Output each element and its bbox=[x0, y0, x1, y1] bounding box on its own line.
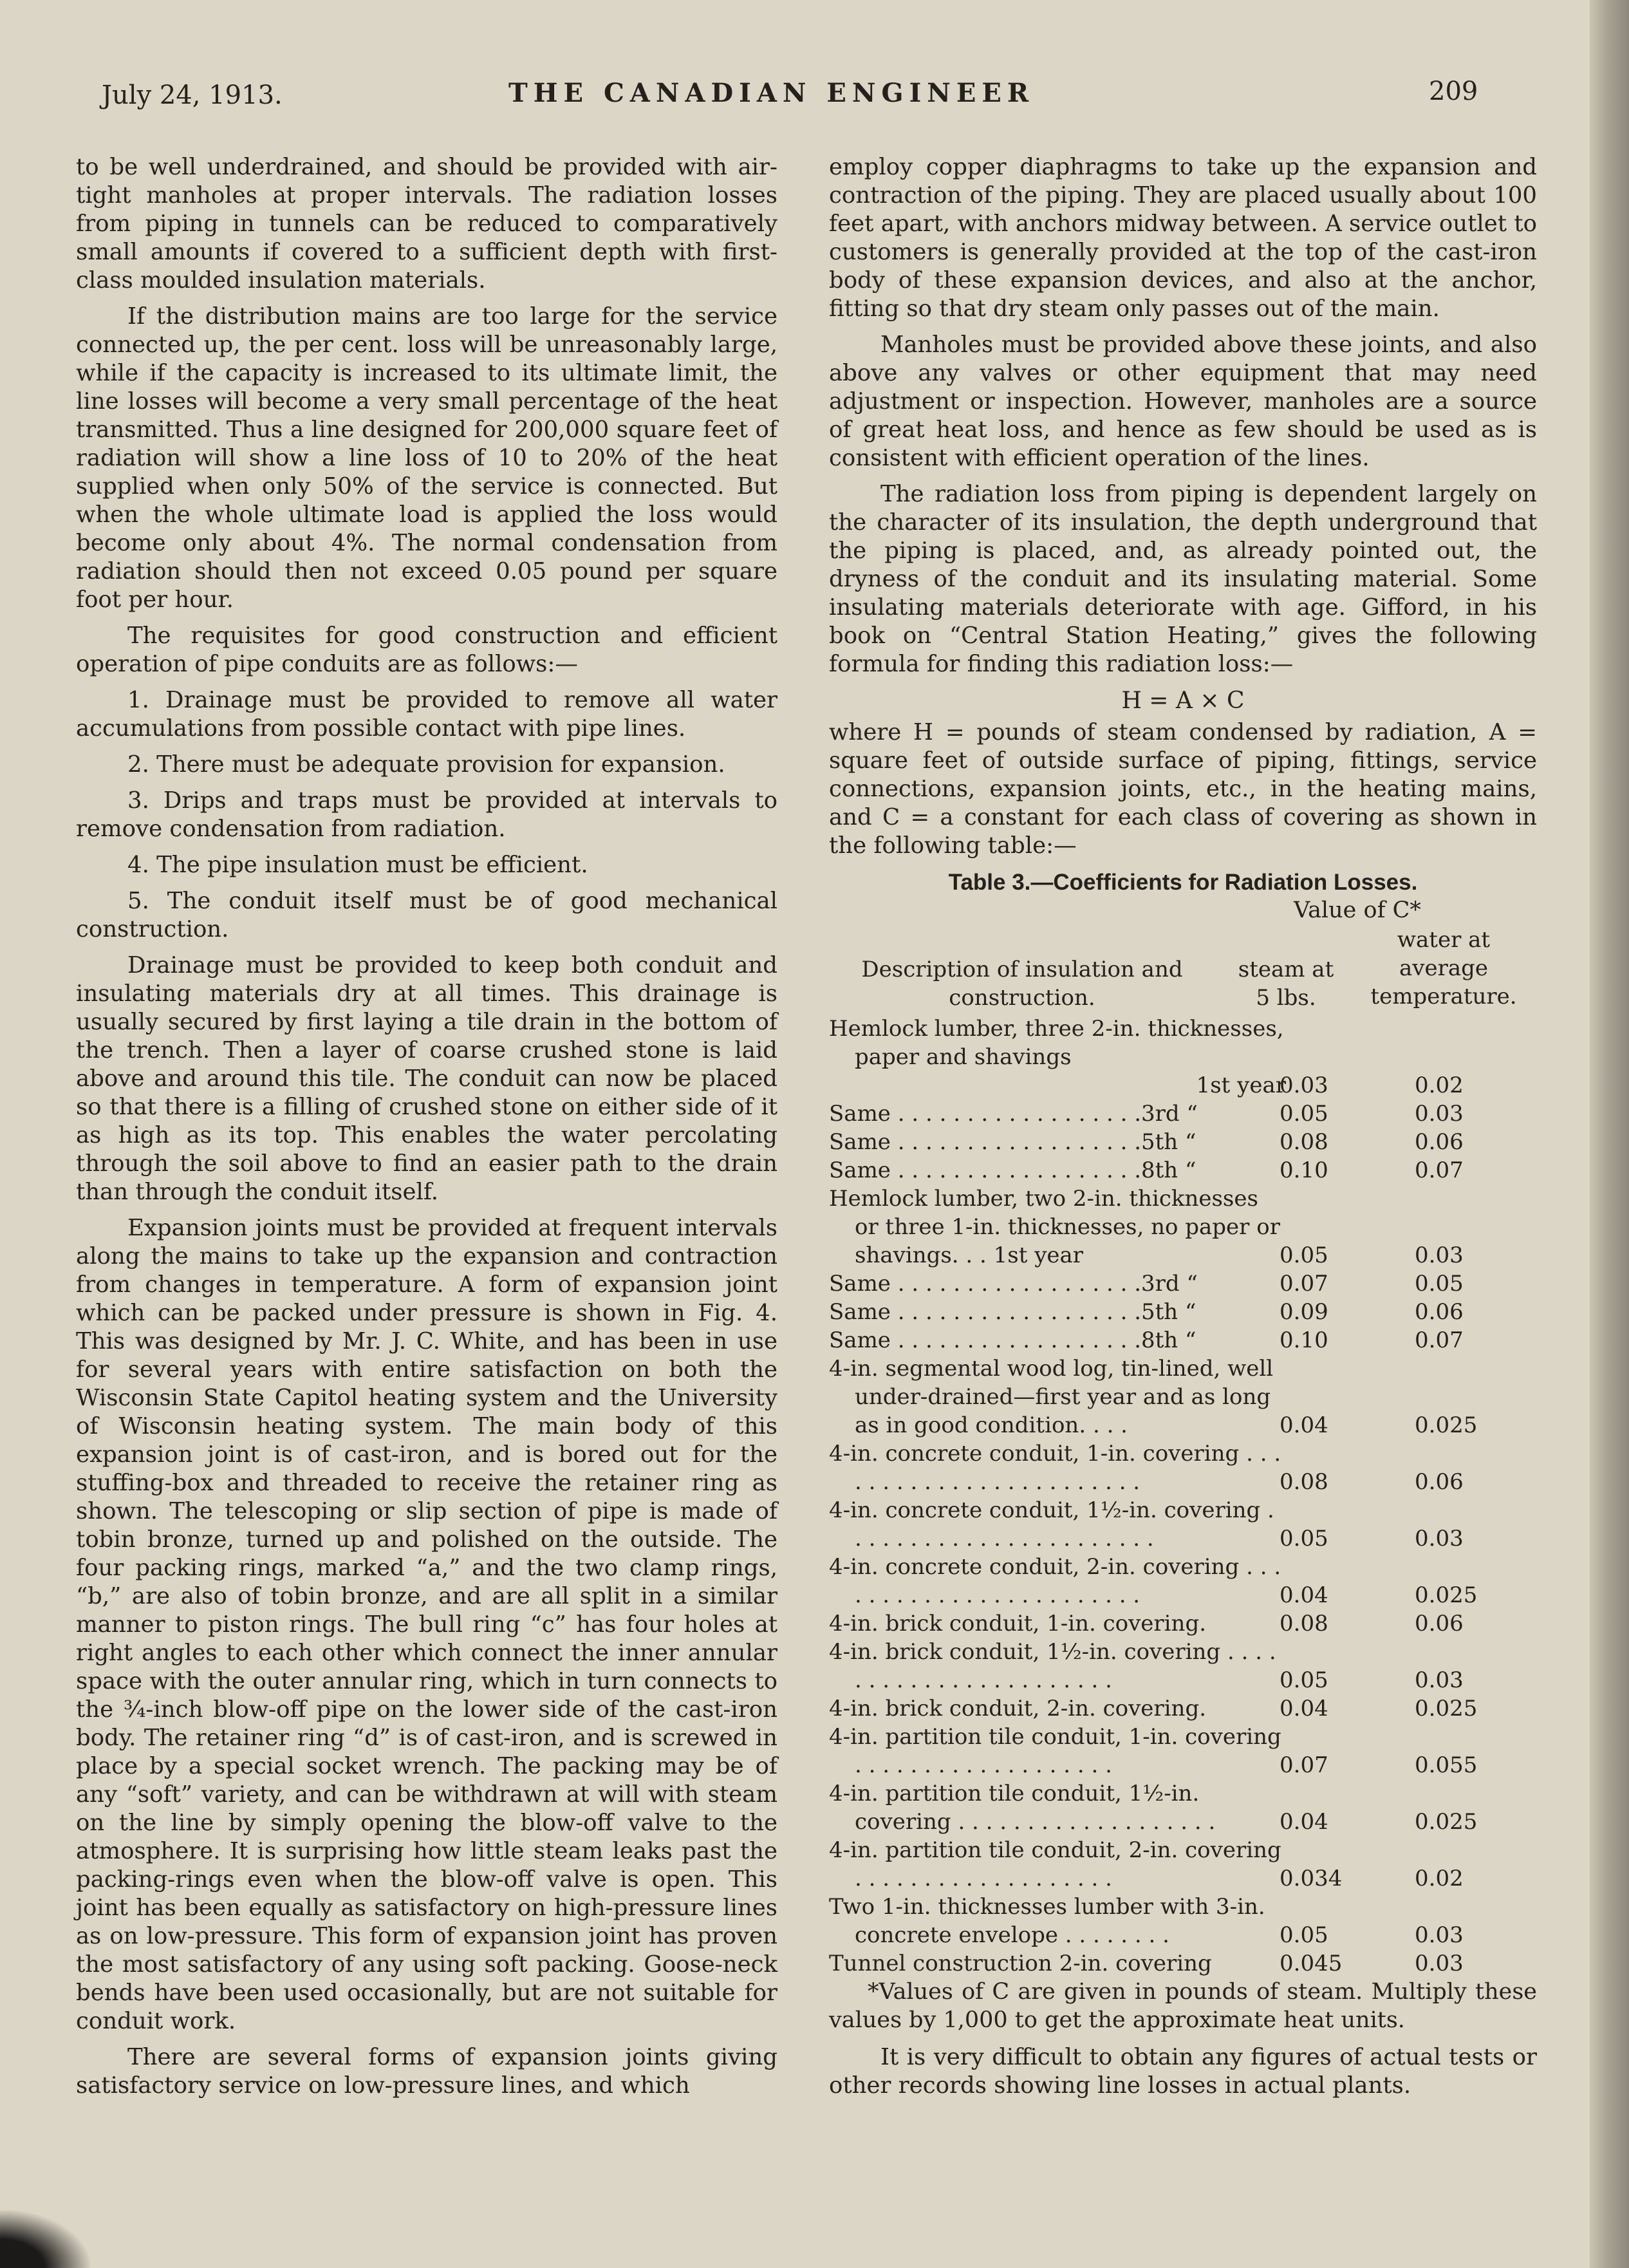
table-row bbox=[829, 1609, 1537, 1638]
table-row bbox=[829, 1638, 1537, 1694]
steam-value: 0.05 bbox=[1280, 1242, 1328, 1268]
row-description: Same . . . . . . . . . . . . . . . . . .5th “ bbox=[829, 1299, 1196, 1325]
paragraph: The radiation loss from piping is dependent largely on the character of its insulation, the depth underground that the piping is placed, and, as already pointed out, the dryness of the conduit and its insulating material. Some insulating materials deteriorate with age. Gifford, in his book on “Central Station Heating,” gives the following formula for finding this radiation loss:— bbox=[829, 481, 1537, 677]
table-row bbox=[829, 1298, 1537, 1326]
table-row bbox=[829, 1100, 1537, 1128]
steam-value: 0.08 bbox=[1280, 1469, 1328, 1495]
steam-value: 0.045 bbox=[1280, 1951, 1343, 1976]
steam-value: 0.10 bbox=[1280, 1157, 1328, 1183]
water-value: 0.03 bbox=[1415, 1951, 1464, 1976]
paragraph: If the distribution mains are too large for the service connected up, the per cent. loss will be unreasonably large, while if the capacity is increased to its ultimate limit, the line losses will become a very small percentage of the heat transmitted. Thus a line designed for 200,000 square feet of radiation will show a line loss of 10 to 20% of the heat supplied when only 50% of the service is connected. But when the whole ultimate load is applied the loss would become only about 4%. The normal condensation from radiation should then not exceed 0.05 pound per square foot per hour. bbox=[76, 303, 777, 613]
list-item: 2. There must be adequate provision for expansion. bbox=[127, 751, 725, 778]
row-description: Same . . . . . . . . . . . . . . . . . .3rd “ bbox=[829, 1101, 1198, 1127]
water-value: 0.07 bbox=[1415, 1327, 1464, 1353]
row-description: Hemlock lumber, three 2-in. thicknesses, paper and shavings bbox=[829, 1016, 1284, 1070]
steam-value: 0.04 bbox=[1280, 1412, 1328, 1438]
steam-value: 0.04 bbox=[1280, 1809, 1328, 1835]
row-description: Same . . . . . . . . . . . . . . . . . .8th “ bbox=[829, 1157, 1196, 1183]
water-value: 0.06 bbox=[1415, 1129, 1464, 1155]
list-item: 4. The pipe insulation must be efficient. bbox=[127, 852, 588, 878]
table-row bbox=[829, 1779, 1537, 1836]
table-body bbox=[829, 1015, 1537, 1978]
steam-value: 0.03 bbox=[1280, 1073, 1328, 1098]
row-description: 4-in. partition tile conduit, 1½-in. covering . . . . . . . . . . . . . . . . . . . bbox=[829, 1781, 1216, 1835]
journal-title: THE CANADIAN ENGINEER bbox=[508, 78, 1035, 108]
water-value: 0.025 bbox=[1415, 1809, 1478, 1835]
row-description: 4-in. segmental wood log, tin-lined, well under-drained—first year and as long as in good condition. . . . bbox=[829, 1356, 1274, 1438]
row-description: Tunnel construction 2-in. covering bbox=[829, 1951, 1212, 1976]
water-value: 0.05 bbox=[1415, 1271, 1464, 1297]
row-description: 4-in. brick conduit, 2-in. covering. bbox=[829, 1696, 1207, 1721]
steam-value: 0.04 bbox=[1280, 1696, 1328, 1721]
row-description: Same . . . . . . . . . . . . . . . . . .8th “ bbox=[829, 1327, 1196, 1353]
water-value: 0.03 bbox=[1415, 1667, 1464, 1693]
table-row bbox=[829, 1326, 1537, 1354]
right-column bbox=[829, 153, 1537, 2108]
list-item: 3. Drips and traps must be provided at intervals to remove condensation from radiation. bbox=[76, 787, 777, 842]
table-row bbox=[829, 1949, 1537, 1978]
row-description: Same . . . . . . . . . . . . . . . . . .5th “ bbox=[829, 1129, 1196, 1155]
steam-value: 0.08 bbox=[1280, 1611, 1328, 1636]
table-header-row bbox=[829, 926, 1537, 1015]
steam-value: 0.04 bbox=[1280, 1582, 1328, 1608]
steam-value: 0.05 bbox=[1280, 1922, 1328, 1948]
paragraph: Manholes must be provided above these joints, and also above any valves or other equipment that may need adjustment or inspection. However, manholes are a source of great heat loss, and hence as few should be used as is consistent with efficient operation of the lines. bbox=[829, 332, 1537, 471]
table-row bbox=[829, 1185, 1537, 1270]
paragraph: to be well underdrained, and should be provided with air-tight manholes at proper intervals. The radiation losses from piping in tunnels can be reduced to comparatively small amounts if covered to a sufficient depth with first-class moulded insulation materials. bbox=[76, 154, 777, 294]
paragraph: The requisites for good construction and efficient operation of pipe conduits are as follows:— bbox=[76, 623, 777, 677]
water-value: 0.06 bbox=[1415, 1299, 1464, 1325]
description-column-header: Description of insulation and construction. bbox=[861, 957, 1183, 1011]
row-description: Two 1-in. thicknesses lumber with 3-in. concrete envelope . . . . . . . . bbox=[829, 1894, 1265, 1948]
steam-value: 0.05 bbox=[1280, 1667, 1328, 1693]
water-value: 0.02 bbox=[1415, 1866, 1464, 1891]
water-value: 0.06 bbox=[1415, 1611, 1464, 1636]
table-row bbox=[829, 1354, 1537, 1439]
row-description: Same . . . . . . . . . . . . . . . . . .3rd “ bbox=[829, 1271, 1198, 1297]
paragraph: Expansion joints must be provided at frequent intervals along the mains to take up the expansion and contraction from changes in temperature. A form of expansion joint which can be packed under pressure is shown in Fig. 4. This was designed by Mr. J. C. White, and has been in use for several years with entire satisfaction on both the Wisconsin State Capitol heating system and the University of Wisconsin heating system. The main body of this expansion joint is of cast-iron, and is bored out for the stuffing-box and threaded to receive the retainer ring as shown. The telescoping or slip section of pipe is made of tobin bronze, turned up and polished on the outside. The four packing rings, marked “a,” and the two clamp rings, “b,” are also of tobin bronze, and are all split in a similar manner to piston rings. The bull ring “c” has four holes at right angles to each other which connect the inner annular space with the outer annular ring, which in turn connects to the ¾-inch blow-off pipe on the lower side of the cast-iron body. The retainer ring “d” is of cast-iron, and is screwed in place by a special socket wrench. The packing may be of any “soft” variety, and can be withdrawn at will with steam on the line by simply opening the blow-off valve to the atmosphere. It is surprising how little steam leaks past the packing-rings even when the blow-off valve is open. This joint has been equally as satisfactory on high-pressure lines as on low-pressure. This form of expansion joint has proven the most satisfactory of any using soft packing. Goose-neck bends have been used occasionally, but are not suitable for conduit work. bbox=[76, 1215, 777, 2034]
coefficients-table bbox=[829, 868, 1537, 2034]
steam-value: 0.05 bbox=[1280, 1526, 1328, 1551]
water-value: 0.025 bbox=[1415, 1582, 1478, 1608]
page-number: 209 bbox=[1429, 77, 1478, 106]
list-item: 5. The conduit itself must be of good mechanical construction. bbox=[76, 888, 777, 942]
table-row bbox=[829, 1553, 1537, 1609]
water-value: 0.03 bbox=[1415, 1526, 1464, 1551]
steam-value: 0.05 bbox=[1280, 1101, 1328, 1127]
water-value: 0.06 bbox=[1415, 1469, 1464, 1495]
paragraph: It is very difficult to obtain any figures of actual tests or other records showing line losses in actual plants. bbox=[829, 2044, 1537, 2099]
water-value: 0.055 bbox=[1415, 1752, 1478, 1778]
steam-value: 0.07 bbox=[1280, 1271, 1328, 1297]
row-description: 4-in. partition tile conduit, 2-in. covering . . . . . . . . . . . . . . . . . . . bbox=[829, 1837, 1281, 1891]
value-of-c-header: Value of C* bbox=[1294, 897, 1421, 923]
water-value: 0.025 bbox=[1415, 1696, 1478, 1721]
row-description: 4-in. partition tile conduit, 1-in. covering . . . . . . . . . . . . . . . . . . . bbox=[829, 1724, 1281, 1778]
table-row bbox=[829, 1439, 1537, 1496]
row-description: 4-in. concrete conduit, 1-in. covering . . . . . . . . . . . . . . . . . . . . . . . . bbox=[829, 1441, 1281, 1495]
table-row bbox=[829, 1694, 1537, 1723]
paragraph: Drainage must be provided to keep both conduit and insulating materials dry at all times. This drainage is usually secured by first laying a tile drain in the bottom of the trench. Then a layer of coarse crushed stone is laid above and around this tile. The conduit can now be placed so that there is a filling of crushed stone on either side of it as high as its top. This enables the water percolating through the soil above to find an easier path to the drain than through the conduit itself. bbox=[76, 952, 777, 1205]
table-row bbox=[829, 1128, 1537, 1156]
water-value: 0.03 bbox=[1415, 1101, 1464, 1127]
water-value: 0.025 bbox=[1415, 1412, 1478, 1438]
water-value: 0.03 bbox=[1415, 1922, 1464, 1948]
steam-value: 0.034 bbox=[1280, 1866, 1343, 1891]
row-description: 4-in. brick conduit, 1½-in. covering . . . . . . . . . . . . . . . . . . . . . . . bbox=[829, 1639, 1276, 1693]
paragraph: where H = pounds of steam condensed by radiation, A = square feet of outside surface of piping, fittings, service connections, expansion joints, etc., in the heating mains, and C = a constant for each class of covering as shown in the following table:— bbox=[829, 719, 1537, 859]
table-title: Table 3.—Coefficients for Radiation Losses. bbox=[948, 870, 1418, 895]
steam-value: 0.09 bbox=[1280, 1299, 1328, 1325]
steam-value: 0.07 bbox=[1280, 1752, 1328, 1778]
book-spine bbox=[1590, 0, 1629, 2268]
water-value: 0.03 bbox=[1415, 1242, 1464, 1268]
table-row bbox=[829, 1156, 1537, 1185]
issue-date: July 24, 1913. bbox=[102, 80, 283, 110]
row-description: 4-in. concrete conduit, 2-in. covering . . . . . . . . . . . . . . . . . . . . . . . . bbox=[829, 1554, 1281, 1608]
table-row bbox=[829, 1071, 1537, 1100]
water-value: 0.02 bbox=[1415, 1073, 1464, 1098]
table-row bbox=[829, 1893, 1537, 1949]
table-row bbox=[829, 1496, 1537, 1553]
row-description: 4-in. brick conduit, 1-in. covering. bbox=[829, 1611, 1207, 1636]
running-header bbox=[0, 74, 1590, 113]
steam-column-header: steam at 5 lbs. bbox=[1238, 957, 1334, 1011]
table-group-header bbox=[829, 897, 1537, 926]
left-column bbox=[76, 153, 777, 2108]
water-value: 0.07 bbox=[1415, 1157, 1464, 1183]
table-footnote: *Values of C are given in pounds of steam. Multiply these values by 1,000 to get the approximate heat units. bbox=[829, 1979, 1537, 2033]
table-row bbox=[829, 1270, 1537, 1298]
water-column-header: water at average temperature. bbox=[1370, 927, 1517, 1009]
corner-shadow bbox=[0, 2210, 90, 2268]
row-description: Hemlock lumber, two 2-in. thicknesses or three 1-in. thicknesses, no paper or shavings. . . 1st year bbox=[829, 1186, 1280, 1268]
row-description: 1st year bbox=[1196, 1073, 1286, 1098]
paragraph: There are several forms of expansion joints giving satisfactory service on low-pressure lines, and which bbox=[76, 2044, 777, 2099]
formula: H = A × C bbox=[1121, 688, 1245, 714]
list-item: 1. Drainage must be provided to remove all water accumulations from possible contact with pipe lines. bbox=[76, 687, 777, 742]
table-row bbox=[829, 1015, 1537, 1071]
table-row bbox=[829, 1723, 1537, 1779]
paragraph: employ copper diaphragms to take up the expansion and contraction of the piping. They are placed usually about 100 feet apart, with anchors midway between. A service outlet to customers is generally provided at the top of the cast-iron body of these expansion devices, and also at the anchor, fitting so that dry steam only passes out of the main. bbox=[829, 154, 1537, 322]
row-description: 4-in. concrete conduit, 1½-in. covering . . . . . . . . . . . . . . . . . . . . . . . bbox=[829, 1497, 1274, 1551]
table-row bbox=[829, 1836, 1537, 1893]
steam-value: 0.10 bbox=[1280, 1327, 1328, 1353]
steam-value: 0.08 bbox=[1280, 1129, 1328, 1155]
